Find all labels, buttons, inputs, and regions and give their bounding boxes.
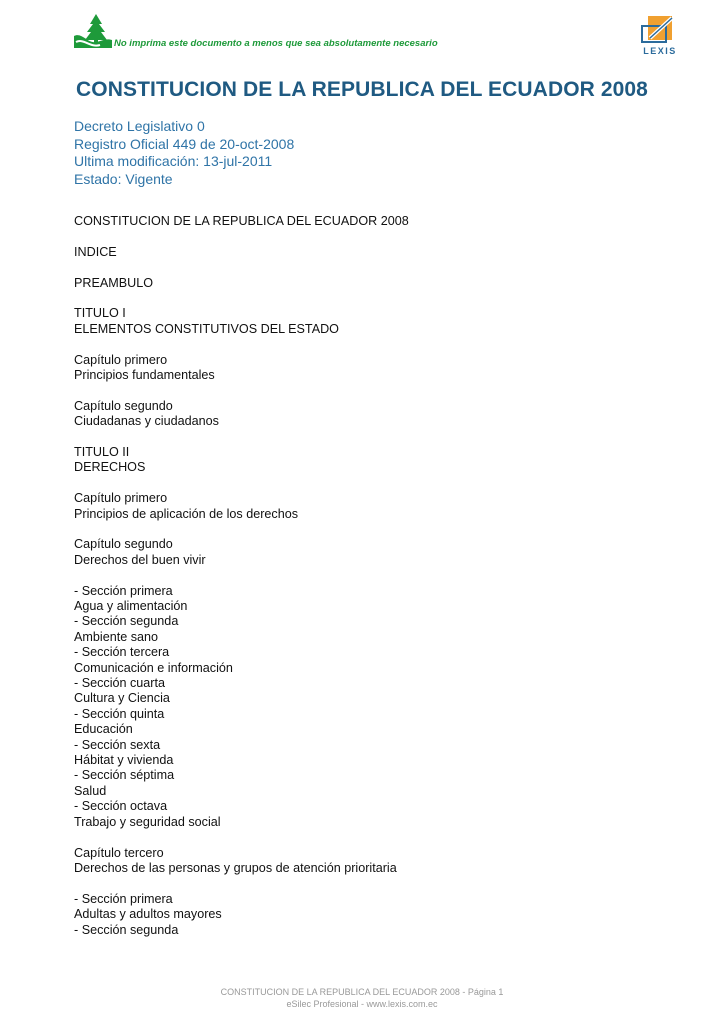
text-block <box>74 445 409 476</box>
text-line: TITULO II <box>74 445 130 459</box>
meta-last-modified: Ultima modificación: 13-jul-2011 <box>74 153 273 169</box>
text-block <box>74 276 409 291</box>
document-metadata <box>74 118 294 188</box>
text-line: - Sección cuarta <box>74 676 165 691</box>
text-line: Derechos del buen vivir <box>74 552 206 567</box>
text-line: Trabajo y seguridad social <box>74 814 221 829</box>
tree-icon <box>74 14 112 48</box>
footer-publisher: eSilec Profesional - www.lexis.com.ec <box>286 999 438 1009</box>
text-line: TITULO I <box>74 306 126 321</box>
text-line: Capítulo segundo <box>74 398 173 413</box>
text-line: - Sección primera <box>74 891 173 906</box>
footer-title: CONSTITUCION DE LA REPUBLICA DEL ECUADOR 2008 - Página 1 <box>220 987 504 997</box>
text-line: CONSTITUCION DE LA REPUBLICA DEL ECUADOR 2008 <box>74 214 409 228</box>
meta-status: Estado: Vigente <box>74 170 173 187</box>
text-line: Hábitat y vivienda <box>74 753 174 768</box>
text-line: Ambiente sano <box>74 629 159 644</box>
text-line: Comunicación e información <box>74 660 233 675</box>
text-block <box>74 399 409 430</box>
text-block <box>74 214 409 229</box>
text-block <box>74 846 409 877</box>
text-block <box>74 537 409 568</box>
text-line: Educación <box>74 722 133 737</box>
text-block <box>74 245 409 260</box>
lexis-logo-text: LEXIS <box>643 46 677 56</box>
text-line: - Sección octava <box>74 799 168 814</box>
text-line: Cultura y Ciencia <box>74 691 170 706</box>
document-title: CONSTITUCION DE LA REPUBLICA DEL ECUADOR 2008 <box>76 78 648 101</box>
text-line: Principios de aplicación de los derechos <box>74 506 299 521</box>
meta-registry: Registro Oficial 449 de 20-oct-2008 <box>74 135 295 152</box>
text-line: - Sección séptima <box>74 768 175 783</box>
text-line: Capítulo tercero <box>74 845 164 860</box>
text-line: INDICE <box>74 244 117 259</box>
text-line: Adultas y adultos mayores <box>74 907 222 922</box>
text-line: Capítulo primero <box>74 352 168 367</box>
text-line: - Sección tercera <box>74 645 170 660</box>
text-line: Capítulo primero <box>74 491 168 506</box>
text-block <box>74 491 409 522</box>
text-line: Derechos de las personas y grupos de atención prioritaria <box>74 860 397 875</box>
text-block <box>74 353 409 384</box>
text-block <box>74 892 409 938</box>
meta-decree: Decreto Legislativo 0 <box>74 118 205 134</box>
text-line: Capítulo segundo <box>74 537 173 552</box>
text-line: - Sección quinta <box>74 706 165 721</box>
document-body <box>74 214 409 953</box>
lexis-logo <box>636 12 684 56</box>
page-header <box>74 12 684 56</box>
print-notice: No imprima este documento a menos que sea absolutamente necesario <box>114 38 438 49</box>
text-line: - Sección sexta <box>74 737 161 752</box>
text-line: - Sección primera <box>74 583 173 598</box>
text-line: - Sección segunda <box>74 614 179 629</box>
text-line: Principios fundamentales <box>74 368 215 382</box>
page-footer <box>0 986 724 1010</box>
text-line: DERECHOS <box>74 460 146 475</box>
text-line: ELEMENTOS CONSTITUTIVOS DEL ESTADO <box>74 321 339 336</box>
text-block <box>74 584 409 831</box>
text-line: Salud <box>74 783 107 798</box>
lexis-emblem-icon <box>636 12 684 44</box>
text-block <box>74 306 409 337</box>
text-line: Agua y alimentación <box>74 599 188 614</box>
text-line: Ciudadanas y ciudadanos <box>74 414 219 429</box>
text-line: PREAMBULO <box>74 275 154 290</box>
text-line: - Sección segunda <box>74 922 179 937</box>
